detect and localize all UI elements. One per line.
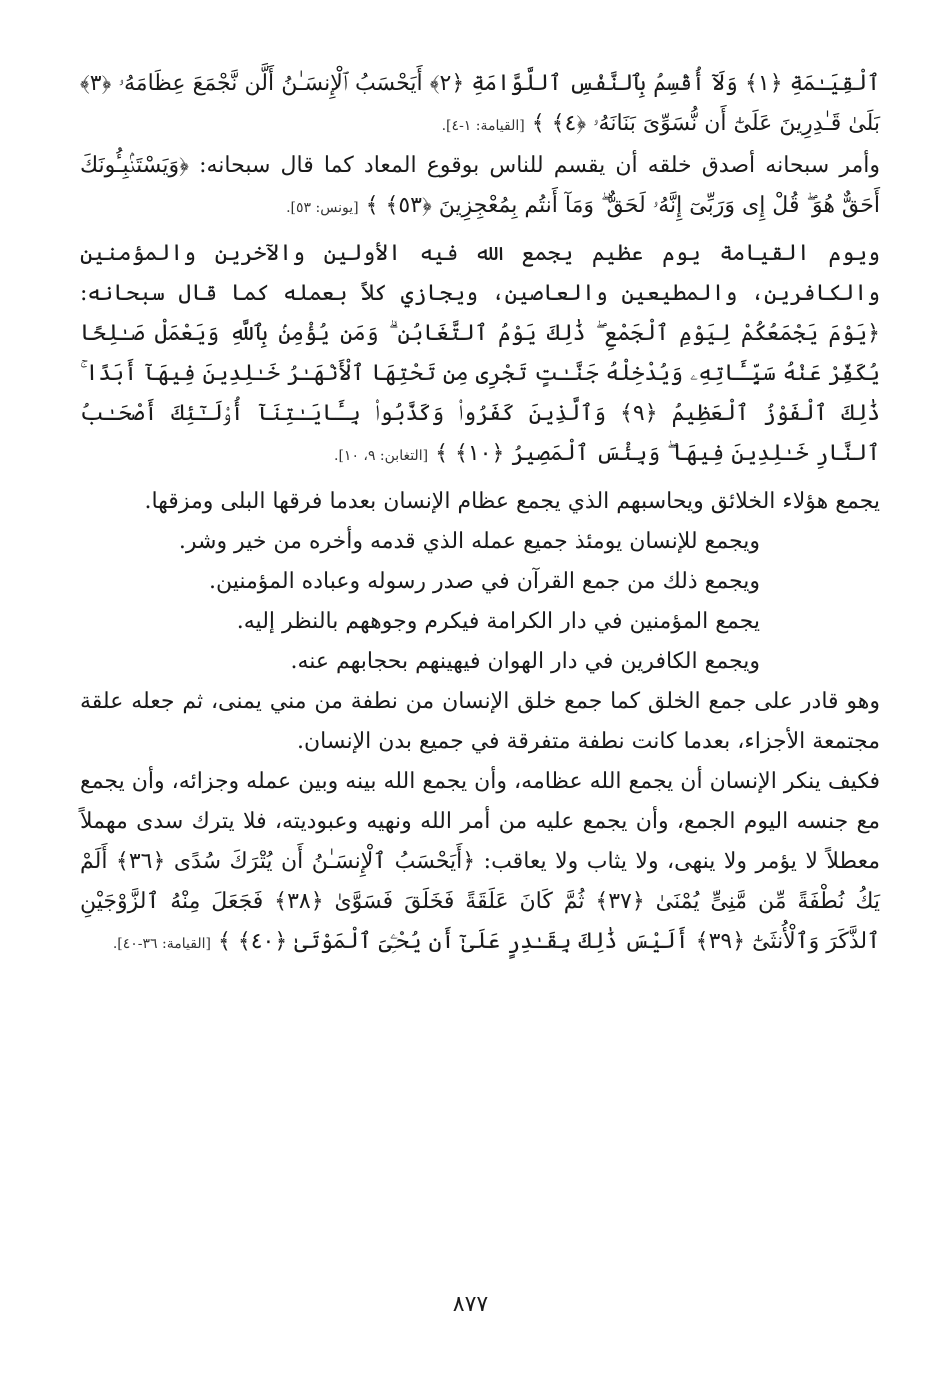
paragraph-8 xyxy=(80,642,880,682)
paragraph-6 xyxy=(80,562,880,602)
quran-verse: ٱلْقِيَـٰمَةِ ﴿١﴾ وَلَآ أُقْسِمُ بِٱلنَّفْسِ ٱللَّوَّامَةِ ﴿٢﴾ أَيَحْسَبُ ٱلْإِنسَـٰنُ أَلَّن نَّجْمَعَ عِظَامَهُۥ ﴿٣﴾ بَلَىٰ قَـٰدِرِينَ عَلَىٰٓ أَن نُّسَوِّىَ بَنَانَهُۥ ﴿٤﴾ ﴾ xyxy=(80,71,880,136)
paragraph-4 xyxy=(80,482,880,522)
page-body xyxy=(80,64,880,964)
paragraph-text: يجمع هؤلاء الخلائق ويحاسبهم الذي يجمع عظام الإنسان بعدما فرقها البلى ومزقها. xyxy=(144,489,880,514)
quran-verse: ﴿وَيَسْتَنۢبِـُٔونَكَ أَحَقٌّ هُوَ ۖ قُلْ إِى وَرَبِّىٓ إِنَّهُۥ لَحَقٌّ ۖ وَمَآ أَنتُم بِمُعْجِزِينَ ﴿٥٣﴾ ﴾ xyxy=(80,153,880,218)
paragraph-text: يجمع المؤمنين في دار الكرامة فيكرم وجوههم بالنظر إليه. xyxy=(236,609,760,634)
verse-citation: [التغابن: ٩، ١٠]. xyxy=(334,448,429,464)
page-number: ٨٧٧ xyxy=(452,1292,489,1317)
paragraph-1 xyxy=(80,64,880,146)
paragraph-7 xyxy=(80,602,880,642)
paragraph-text: ويجمع ذلك من جمع القرآن في صدر رسوله وعباده المؤمنين. xyxy=(208,569,760,594)
paragraph-9 xyxy=(80,682,880,762)
quran-verse: ﴿يَوْمَ يَجْمَعُكُمْ لِيَوْمِ ٱلْجَمْعِ ۖ ذَٰلِكَ يَوْمُ ٱلتَّغَابُنِ ۗ وَمَن يُؤْمِنۢ بِٱللَّهِ وَيَعْمَلْ صَـٰلِحًا يُكَفِّرْ عَنْهُ سَيِّـَٔاتِهِۦ وَيُدْخِلْهُ جَنَّـٰتٍ تَجْرِى مِن تَحْتِهَا ٱلْأَنْهَـٰرُ خَـٰلِدِينَ فِيهَآ أَبَدًا ۚ ذَٰلِكَ ٱلْفَوْزُ ٱلْعَظِيمُ ﴿٩﴾ وَٱلَّذِينَ كَفَرُوا۟ وَكَذَّبُوا۟ بِـَٔايَـٰتِنَآ أُو۟لَـٰٓئِكَ أَصْحَـٰبُ ٱلنَّارِ خَـٰلِدِينَ فِيهَا ۖ وَبِئْسَ ٱلْمَصِيرُ ﴿١٠﴾ ﴾ xyxy=(80,321,880,466)
paragraph-text: وأمر سبحانه أصدق خلقه أن يقسم للناس بوقوع المعاد كما قال سبحانه: xyxy=(199,153,881,178)
paragraph-text: ويجمع الكافرين في دار الهوان فيهينهم بحجابهم عنه. xyxy=(290,649,760,674)
paragraph-10 xyxy=(80,762,880,964)
quran-verse: ﴿أَيَحْسَبُ ٱلْإِنسَـٰنُ أَن يُتْرَكَ سُدًى ﴿٣٦﴾ أَلَمْ يَكُ نُطْفَةً مِّن مَّنِىٍّ يُمْنَىٰ ﴿٣٧﴾ ثُمَّ كَانَ عَلَقَةً فَخَلَقَ فَسَوَّىٰ ﴿٣٨﴾ فَجَعَلَ مِنْهُ ٱلزَّوْجَيْنِ ٱلذَّكَرَ وَٱلْأُنثَىٰٓ ﴿٣٩﴾ أَلَيْسَ ذَٰلِكَ بِقَـٰدِرٍ عَلَىٰٓ أَن يُحْـِۧىَ ٱلْمَوْتَىٰ ﴿٤٠﴾ ﴾ xyxy=(80,849,880,954)
paragraph-3 xyxy=(80,234,880,476)
verse-citation: [يونس: ٥٣]. xyxy=(286,200,359,216)
paragraph-5 xyxy=(80,522,880,562)
paragraph-text: ويجمع للإنسان يومئذ جميع عمله الذي قدمه وأخره من خير وشر. xyxy=(178,529,760,554)
verse-citation: [القيامة: ٣٦-٤٠]. xyxy=(112,936,211,952)
paragraph-text: ويوم القيامة يوم عظيم يجمع الله فيه الأولين والآخرين والمؤمنين والكافرين، والمطيعين والعاصين، ويجازي كلاً بعمله كما قال سبحانه: xyxy=(80,241,880,306)
paragraph-text: فكيف ينكر الإنسان أن يجمع الله عظامه، وأن يجمع الله بينه وبين عمله وجزائه، وأن يجمع مع جنسه اليوم الجمع، وأن يجمع عليه من أمر الله ونهيه وعبوديته، فلا يترك سدى مهملاً معطلاً لا يؤمر ولا ينهى، ولا يثاب ولا يعاقب: xyxy=(80,769,881,874)
paragraph-text: وهو قادر على جمع الخلق كما جمع خلق الإنسان من نطفة من مني يمنى، ثم جعله علقة مجتمعة الأجزاء، بعدما كانت نطفة متفرقة في جميع بدن الإنسان. xyxy=(80,689,880,754)
paragraph-2 xyxy=(80,146,880,228)
verse-citation: [القيامة: ١-٤]. xyxy=(441,118,525,134)
